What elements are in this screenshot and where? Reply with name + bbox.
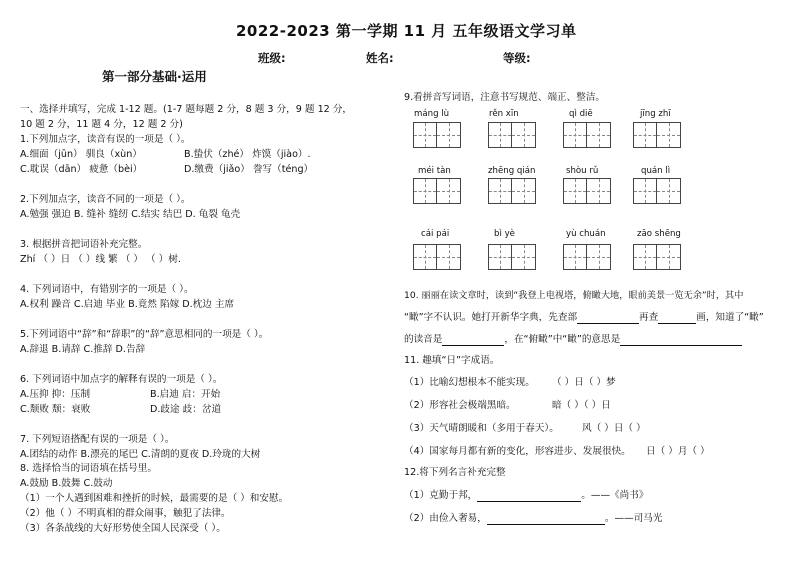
writing-box[interactable]: [633, 122, 681, 148]
q8-sentence-1: （1）一个人遇到困难和挫折的时候，最需要的是（ ）和安慰。: [20, 493, 289, 504]
q1-option-a: A.细面（jūn） 驯良（xùn）: [20, 149, 142, 160]
q6-stem: 6. 下列词语中加点字的解释有误的一项是（ ）。: [20, 374, 223, 385]
q11-stem: 11. 趣填“日”字成语。: [404, 355, 500, 366]
q7-stem: 7. 下列短语搭配有误的一项是（ ）。: [20, 434, 175, 445]
radical-blank[interactable]: [577, 313, 639, 324]
writing-box[interactable]: [563, 122, 611, 148]
pinyin-3-4: zāo shēng: [637, 229, 681, 239]
q1-option-b: B.蛰伏（zhé） 炸馍（jiào）.: [184, 149, 311, 160]
q2-stem: 2.下列加点字，读音不同的一项是（ ）。: [20, 194, 191, 205]
q8-stem: 8. 选择恰当的词语填在括号里。: [20, 463, 157, 474]
pinyin-3-2: bì yè: [494, 229, 515, 239]
q8-sentence-3: （3）各条战线的大好形势使全国人民深受（ ）。: [20, 523, 226, 534]
q11-item-2: （2）形容社会极端黑暗。: [404, 400, 516, 411]
part1-heading: 第一部分基础·运用: [102, 69, 207, 84]
strokes-blank[interactable]: [658, 313, 696, 324]
pinyin-3-1: cái pái: [421, 229, 450, 239]
q4-options: A.权利 躁音 C.启迪 毕业 B.竟然 陷嫁 D.枕边 主席: [20, 299, 235, 310]
q12-item-1[interactable]: [404, 490, 648, 502]
writing-box[interactable]: [633, 178, 681, 204]
q10-line2[interactable]: [404, 312, 764, 324]
grade-label: 等级:: [503, 51, 531, 65]
q10-line3[interactable]: [404, 334, 742, 346]
q11-item-1: （1）比喻幻想根本不能实现。: [404, 377, 535, 388]
meaning-blank[interactable]: [620, 335, 742, 346]
pinyin-1-1: máng lù: [414, 109, 450, 119]
pinyin-2-1: méi tàn: [418, 166, 451, 176]
q1-option-d: D.缴费（jiǎo） 誊写（téng）: [184, 164, 314, 175]
q10-tail: 画，知道了“瞰”: [696, 312, 764, 323]
pinyin-2-2: zhēng qián: [488, 166, 536, 176]
writing-box[interactable]: [488, 244, 536, 270]
q12-2-start: （2）由俭入奢易，: [404, 513, 487, 524]
q10-line2-text: “瞰”字不认识。她打开新华字典，先查部: [404, 312, 578, 323]
q5-options: A.辞退 B.请辞 C.推辞 D.告辞: [20, 344, 146, 355]
q12-item-2[interactable]: [404, 513, 662, 525]
q9-stem: 9.看拼音写词语，注意书写规范、端正、整洁。: [404, 92, 606, 103]
q8-sentence-2: （2）他（ ）不明真相的群众闹事，触犯了法律。: [20, 508, 231, 519]
q10-line1: 10. 丽丽在读文章时，读到“我登上电视塔，俯瞰大地，眼前美景一览无余”时，其中: [404, 290, 744, 301]
q11-item-3: （3）天气晴朗暖和（多用于春天）。: [404, 423, 559, 434]
q5-stem: 5.下列词语中“辞”和“辞职”的“辞”意思相同的一项是（ ）。: [20, 329, 269, 340]
q7-options: A.团结的动作 B.漂亮的尾巴 C.清朗的夏夜 D.玲珑的大树: [20, 449, 261, 460]
q11-answer-2[interactable]: 暗（ ）（ ）日: [552, 400, 611, 411]
q10-line3-text: 的读音是: [404, 334, 443, 345]
q3-stem: 3. 根据拼音把词语补充完整。: [20, 239, 148, 250]
pinyin-2-4: quán lì: [641, 166, 671, 176]
pinyin-2-3: shòu rǔ: [566, 166, 599, 176]
pronunciation-blank[interactable]: [442, 335, 504, 346]
q6-option-b: B.启迪 启：开始: [150, 389, 221, 400]
writing-box[interactable]: [413, 122, 461, 148]
q12-1-start: （1）克勤于邦，: [404, 490, 478, 501]
q2-options: A.勉强 强迫 B. 缝补 缝纫 C.结实 结巴 D. 龟裂 龟壳: [20, 209, 241, 220]
name-label: 姓名:: [366, 51, 394, 65]
q12-2-source: 。——司马光: [604, 513, 663, 524]
q11-answer-4[interactable]: 日（ ）月（ ）: [646, 446, 710, 457]
pinyin-1-2: rěn xīn: [489, 109, 519, 119]
q6-option-a: A.压抑 抑：压制: [20, 389, 91, 400]
q10-line3b-text: ，在“俯瞰”中“瞰”的意思是: [504, 334, 621, 345]
writing-box[interactable]: [563, 244, 611, 270]
q3-line: Zhí （ ）日 （ ）线 繁 （ ） （ ）树.: [20, 254, 181, 265]
intro-line2: 10 题 2 分，11 题 4 分，12 题 2 分): [20, 119, 183, 130]
writing-box[interactable]: [413, 178, 461, 204]
q12-2-blank[interactable]: [487, 514, 605, 525]
writing-box[interactable]: [413, 244, 461, 270]
intro-line1: 一、选择并填写，完成 1-12 题。(1-7 题每题 2 分，8 题 3 分，9 题 12 分，: [20, 104, 353, 115]
q8-options: A.鼓励 B.鼓舞 C.鼓动: [20, 478, 113, 489]
q6-option-c: C.颓败 颓：衰败: [20, 404, 91, 415]
q4-stem: 4. 下列词语中，有错别字的一项是（ ）。: [20, 284, 194, 295]
pinyin-3-3: yù chuán: [566, 229, 606, 239]
q1-option-c: C.耽误（dān） 疲惫（bèi）: [20, 164, 143, 175]
q10-mid: 再查: [639, 312, 659, 323]
writing-box[interactable]: [488, 178, 536, 204]
q12-1-blank[interactable]: [477, 491, 581, 502]
class-label: 班级:: [258, 51, 286, 65]
writing-box[interactable]: [488, 122, 536, 148]
q11-answer-1[interactable]: （ ）日（ ）梦: [552, 377, 616, 388]
q1-stem: 1.下列加点字，读音有误的一项是（ ）。: [20, 134, 191, 145]
q12-stem: 12.将下列名言补充完整: [404, 467, 506, 478]
q12-1-source: 。——《尚书》: [581, 490, 649, 501]
q11-answer-3[interactable]: 风（ ）日（ ）: [582, 423, 646, 434]
q6-option-d: D.歧途 歧：岔道: [150, 404, 222, 415]
page-title: 2022-2023 第一学期 11 月 五年级语文学习单: [236, 22, 577, 40]
pinyin-1-4: jīng zhī: [640, 109, 671, 119]
pinyin-1-3: qì diē: [569, 109, 593, 119]
writing-box[interactable]: [563, 178, 611, 204]
writing-box[interactable]: [633, 244, 681, 270]
q11-item-4: （4）国家每月都有新的变化，形容进步、发展很快。: [404, 446, 631, 457]
